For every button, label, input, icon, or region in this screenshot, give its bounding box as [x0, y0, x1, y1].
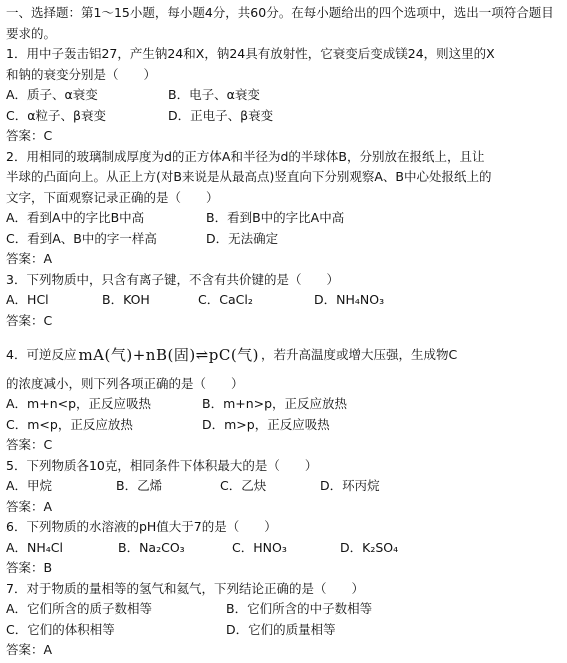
question-stem-line: 6．下列物质的水溶液的pH值大于7的是（ ）	[6, 519, 277, 534]
option-d: D．无法确定	[206, 230, 279, 246]
option-a: A．m+n<p，正反应吸热	[6, 396, 152, 411]
option-row	[6, 415, 564, 436]
spacer	[6, 366, 564, 374]
option-row	[6, 538, 564, 559]
option-a: A．质子、α衰变	[6, 87, 98, 102]
option-c: C．α粒子、β衰变	[6, 107, 106, 123]
option-b: B．电子、α衰变	[168, 87, 260, 102]
reaction-equation: mA(气)+nB(固)⇌pC(气)	[78, 346, 260, 364]
answer-line: 答案：C	[6, 437, 53, 452]
option-c: C．它们的体积相等	[6, 621, 115, 637]
option-c: C．乙炔	[220, 478, 267, 493]
option-row	[6, 394, 564, 415]
option-d: D．NH₄NO₃	[314, 292, 385, 307]
question-stem-line: 1．用中子轰击铝27，产生钠24和X，钠24具有放射性，它衰变后变成镁24，则这里的X	[6, 46, 495, 61]
option-b: B．它们所含的中子数相等	[226, 601, 373, 616]
question-1	[6, 44, 564, 147]
question-5	[6, 456, 564, 518]
answer-line: 答案：A	[6, 251, 53, 266]
question-6	[6, 517, 564, 579]
question-stem-line: 5．下列物质各10克，相同条件下体积最大的是（ ）	[6, 457, 318, 473]
question-stem-line: 2．用相同的玻璃制成厚度为d的正方体A和半径为d的半球体B，分别放在报纸上，且让	[6, 148, 485, 164]
option-c: C．CaCl₂	[198, 292, 253, 307]
section-intro: 一、选择题：第1～15小题，每小题4分，共60分。在每小题给出的四个选项中，选出一项符合题目要求的。	[6, 5, 554, 41]
question-stem-line: 3．下列物质中，只含有离子键，不含有共价键的是（ ）	[6, 271, 339, 287]
option-row	[6, 208, 564, 229]
question-2	[6, 147, 564, 270]
answer-line: 答案：A	[6, 498, 53, 514]
option-d: D．正电子、β衰变	[168, 107, 274, 123]
option-b: B．乙烯	[116, 478, 163, 493]
answer-line: 答案：C	[6, 312, 53, 328]
question-stem-line: 的浓度减小，则下列各项正确的是（ ）	[6, 375, 244, 391]
option-d: D．K₂SO₄	[340, 539, 399, 555]
option-a: A．它们所含的质子数相等	[6, 601, 153, 616]
question-4	[6, 345, 564, 456]
option-row	[6, 229, 564, 250]
option-row	[6, 620, 564, 641]
option-c: C．m<p，正反应放热	[6, 416, 133, 432]
option-row	[6, 85, 564, 106]
option-a: A．甲烷	[6, 478, 53, 493]
question-stem-line: 半球的凸面向上。从正上方(对B来说是从最高点)竖直向下分别观察A、B中心处报纸上的	[6, 169, 492, 184]
option-d: D．环丙烷	[320, 478, 380, 493]
option-b: B．Na₂CO₃	[118, 539, 185, 555]
answer-line: 答案：A	[6, 642, 53, 657]
option-row	[6, 476, 564, 497]
question-7	[6, 579, 564, 661]
option-d: D．m>p，正反应吸热	[202, 416, 330, 432]
question-3	[6, 270, 564, 332]
question-stem-suffix: ，若升高温度或增大压强，生成物C	[261, 347, 458, 362]
option-a: A．HCl	[6, 292, 49, 307]
exam-document	[6, 3, 564, 661]
option-a: A．看到A中的字比B中高	[6, 210, 145, 225]
option-d: D．它们的质量相等	[226, 621, 336, 637]
option-b: B．KOH	[102, 292, 150, 307]
answer-line: 答案：B	[6, 560, 53, 575]
question-stem-line	[6, 345, 564, 366]
option-row	[6, 106, 564, 127]
question-stem-line: 7．对于物质的量相等的氢气和氦气，下列结论正确的是（ ）	[6, 580, 364, 596]
option-c: C．看到A、B中的字一样高	[6, 230, 157, 246]
option-b: B．看到B中的字比A中高	[206, 210, 345, 225]
answer-line: 答案：C	[6, 128, 53, 143]
question-stem-prefix: 4．可逆反应	[6, 347, 77, 362]
question-stem-line: 和钠的衰变分别是（ ）	[6, 66, 157, 82]
question-stem-line: 文字，下面观察记录正确的是（ ）	[6, 189, 219, 205]
spacer	[6, 331, 564, 345]
option-row	[6, 290, 564, 311]
option-b: B．m+n>p，正反应放热	[202, 396, 348, 411]
option-c: C．HNO₃	[232, 539, 287, 555]
option-a: A．NH₄Cl	[6, 539, 64, 555]
option-row	[6, 599, 564, 620]
